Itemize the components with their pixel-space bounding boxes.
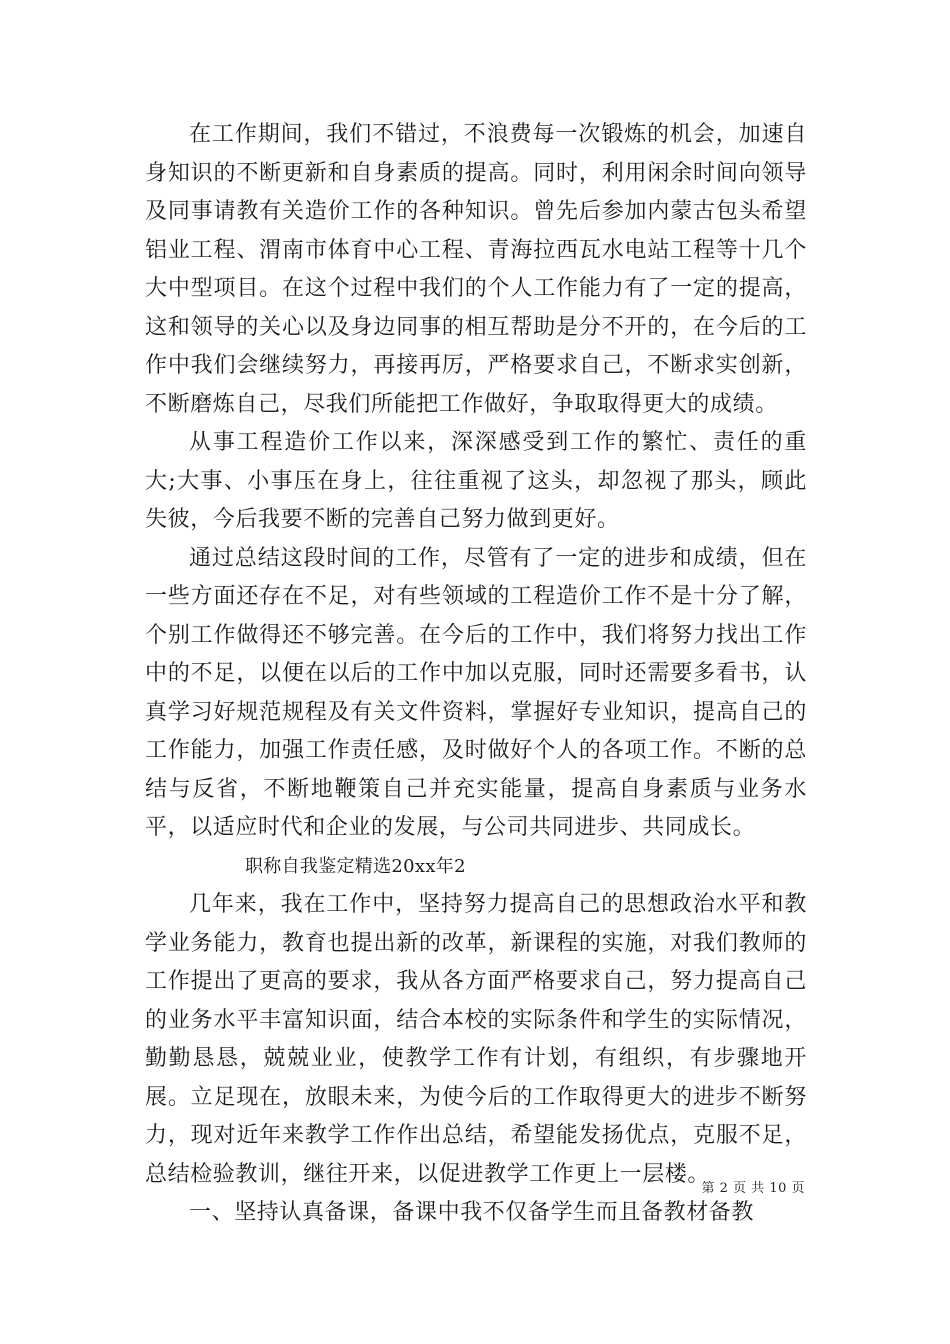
paragraph-lesson-prep: 一、坚持认真备课，备课中我不仅备学生而且备教材备教 xyxy=(189,1200,755,1225)
paragraph-summary: 通过总结这段时间的工作，尽管有了一定的进步和成绩，但在一些方面还存在不足，对有些领域的工程造价工作不是十分了解，个别工作做得还不够完善。在今后的工作中，我们将努力找出工作中的不足，以便在以后的工作中加以克服，同时还需要多看书，认真学习好规范规程及有关文件资料，掌握好专业知识，提高自己的工作能力，加强工作责任感，及时做好个人的各项工作。不断的总结与反省，不断地鞭策自己并充实能量，提高自身素质与业务水平，以适应时代和企业的发展，与公司共同进步、共同成长。 xyxy=(145,545,807,840)
paragraph-work-period: 在工作期间，我们不错过，不浪费每一次锻炼的机会，加速自身知识的不断更新和自身素质的提高。同时，利用闲余时间向领导及同事请教有关造价工作的各种知识。曾先后参加内蒙古包头希望铝业工程、渭南市体育中心工程、青海拉西瓦水电站工程等十几个大中型项目。在这个过程中我们的个人工作能力有了一定的提高，这和领导的关心以及身边同事的相互帮助是分不开的，在今后的工作中我们会继续努力，再接再厉，严格要求自己，不断求实创新，不断磨炼自己，尽我们所能把工作做好，争取取得更大的成绩。 xyxy=(145,122,807,417)
page-number: 第 2 页 共 10 页 xyxy=(701,1181,805,1196)
section-heading: 职称自我鉴定精选20xx年2 xyxy=(245,855,466,877)
document-body xyxy=(145,116,807,1233)
paragraph-years-teaching: 几年来，我在工作中，坚持努力提高自己的思想政治水平和教学业务能力，教育也提出新的改革，新课程的实施，对我们教师的工作提出了更高的要求，我从各方面严格要求自己，努力提高自己的业务水平丰富知识面，结合本校的实际条件和学生的实际情况，勤勤恳恳，兢兢业业，使教学工作有计划，有组织，有步骤地开展。立足现在，放眼未来，为使今后的工作取得更大的进步不断努力，现对近年来教学工作作出总结，希望能发扬优点，克服不足，总结检验教训，继往开来，以促进教学工作更上一层楼。 xyxy=(145,892,807,1187)
paragraph-cost-work: 从事工程造价工作以来，深深感受到工作的繁忙、责任的重大;大事、小事压在身上，往往重视了这头，却忽视了那头，顾此失彼，今后我要不断的完善自己努力做到更好。 xyxy=(145,430,807,532)
